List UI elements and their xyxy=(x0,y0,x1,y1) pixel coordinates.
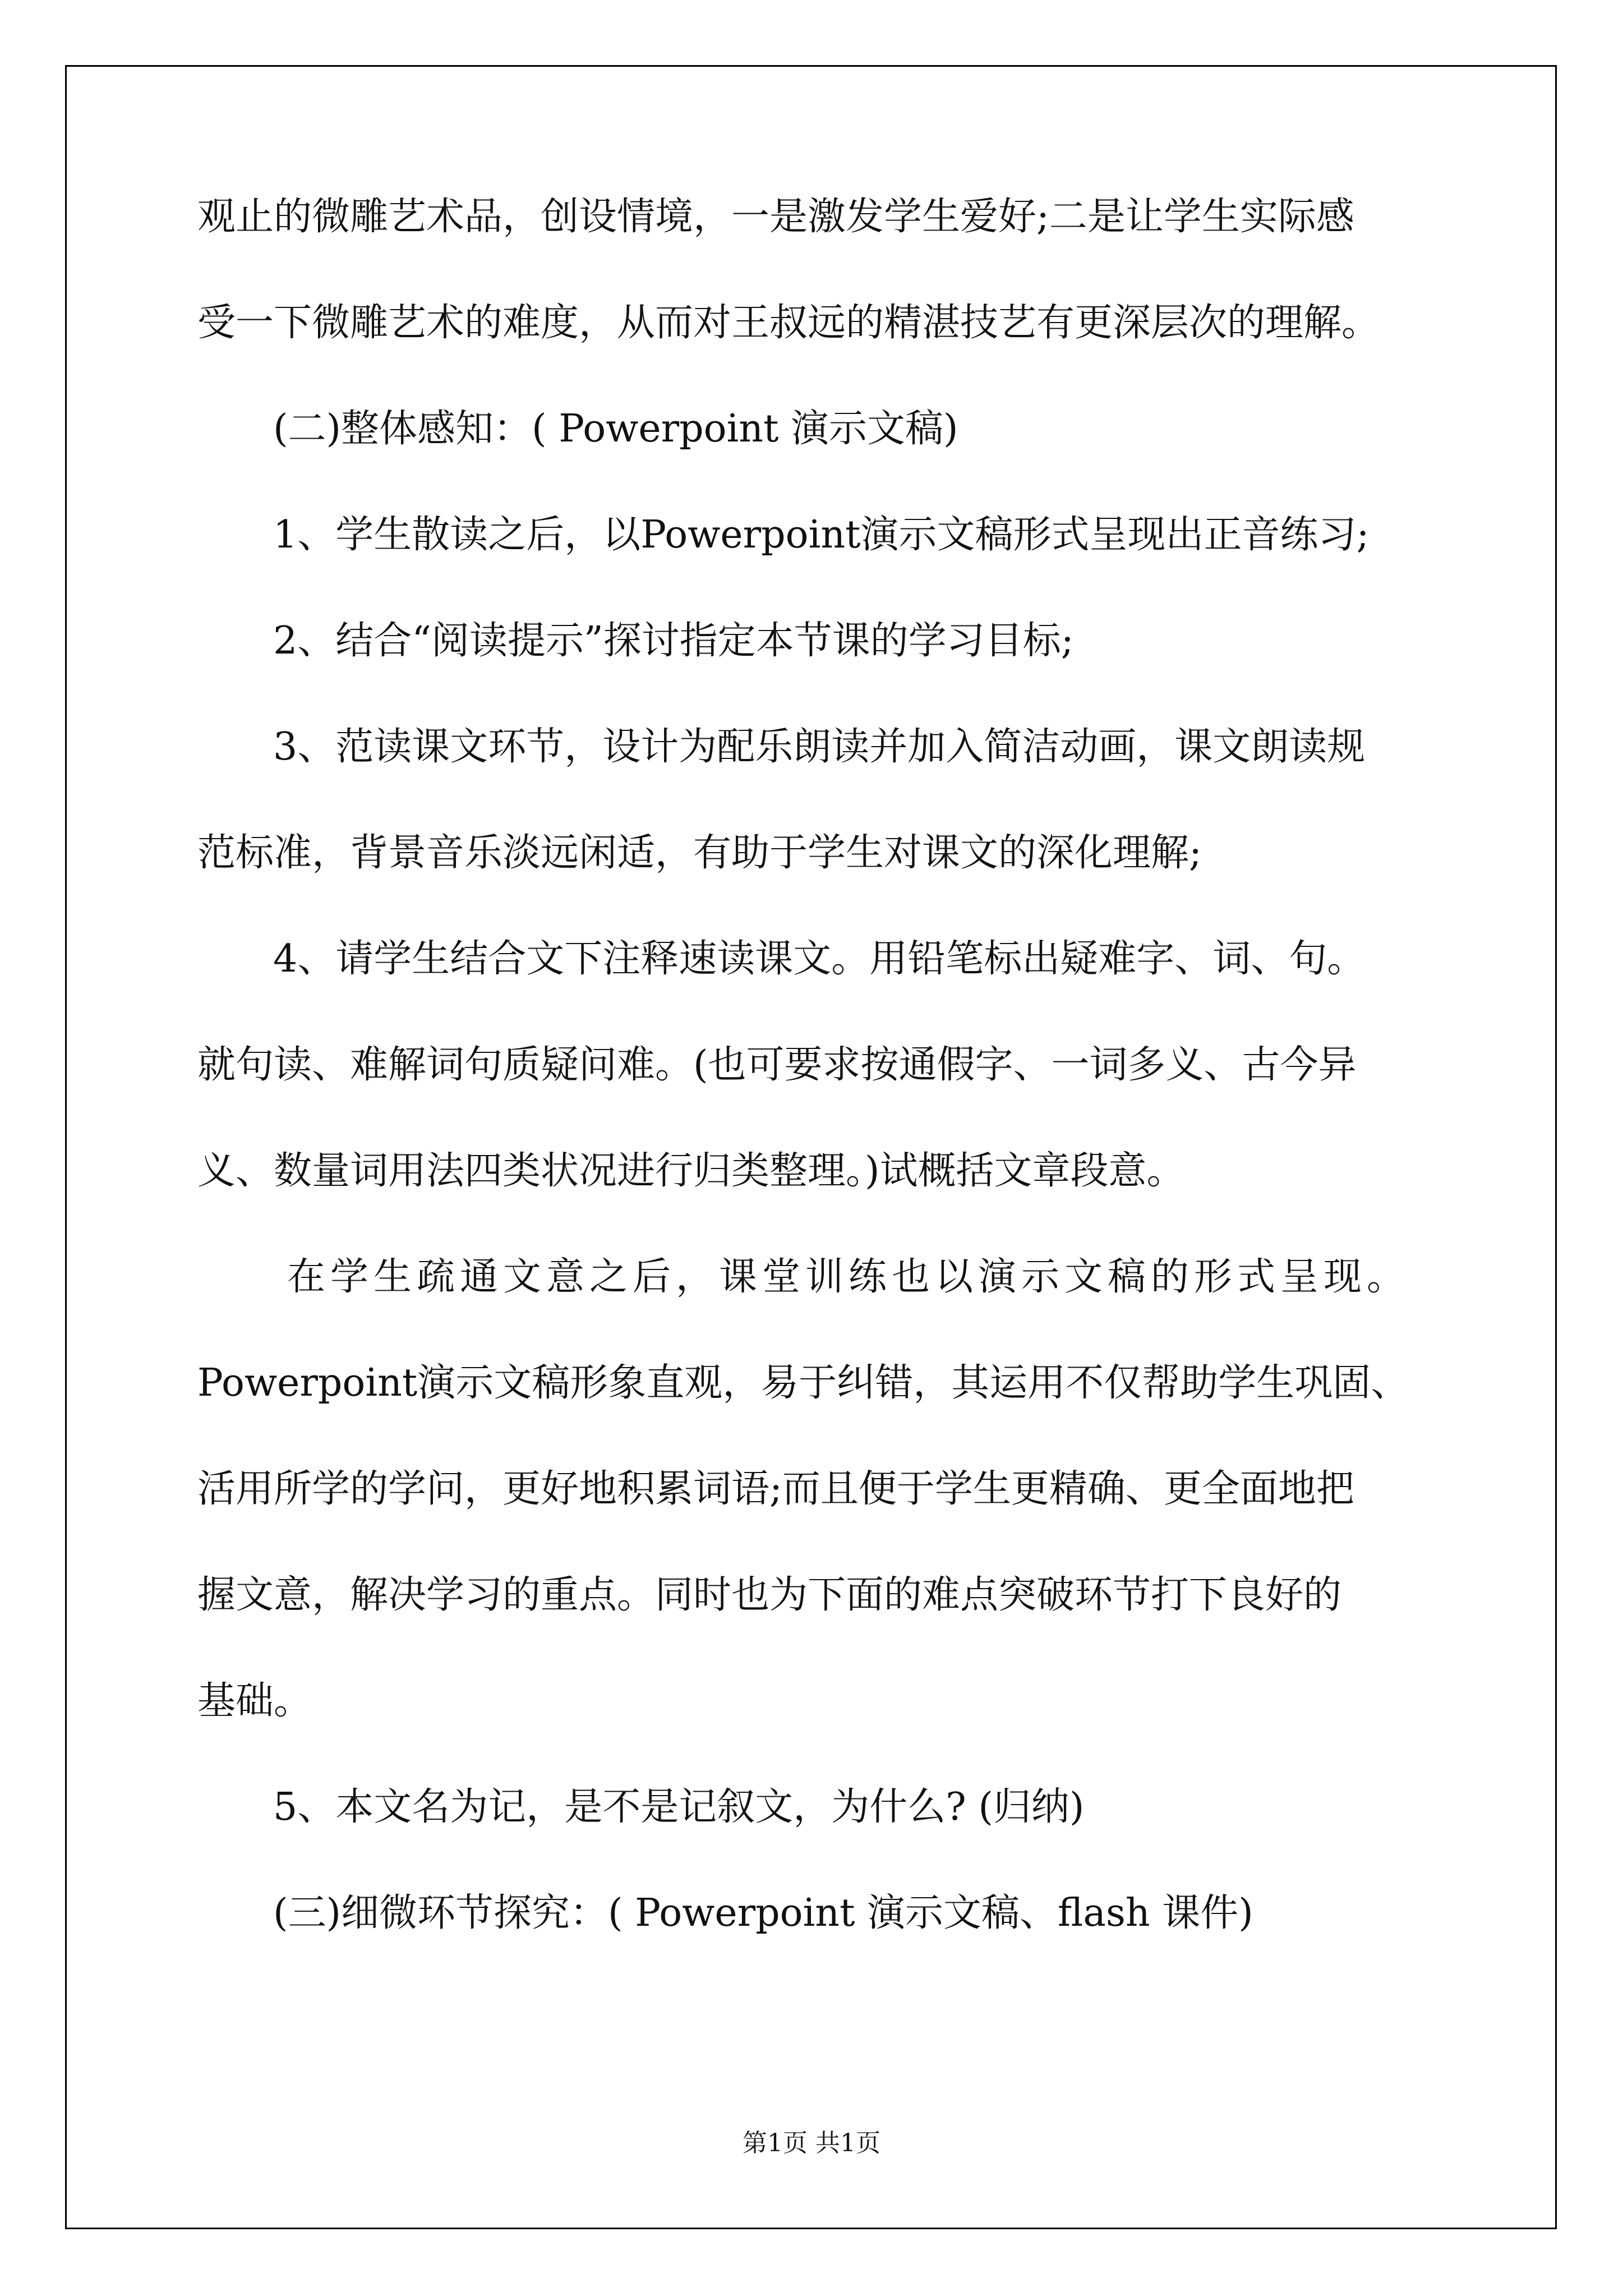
list-item-4: 4、请学生结合文下注释速读课文。用铅笔标出疑难字、词、句。 xyxy=(273,937,1366,981)
page-footer: 第1页 共1页 xyxy=(743,2129,880,2157)
paragraph-classroom-training-cont-3: 握文意，解决学习的重点。同时也为下面的难点突破环节打下良好的 xyxy=(197,1573,1342,1617)
list-item-4-cont-1: 就句读、难解词句质疑问难。(也可要求按通假字、一词多义、古今异 xyxy=(197,1043,1357,1087)
paragraph-line-2: 受一下微雕艺术的难度，从而对王叔远的精湛技艺有更深层次的理解。 xyxy=(197,301,1380,345)
list-item-3: 3、范读课文环节，设计为配乐朗读并加入简洁动画，课文朗读规 xyxy=(273,725,1366,769)
paragraph-classroom-training-cont-2: 活用所学的学问，更好地积累词语;而且便于学生更精确、更全面地把 xyxy=(197,1467,1354,1511)
list-item-4-cont-2: 义、数量词用法四类状况进行归类整理。)试概括文章段意。 xyxy=(197,1149,1185,1193)
section-heading-detail-exploration: (三)细微环节探究：( Powerpoint 演示文稿、flash 课件) xyxy=(273,1891,1253,1935)
section-heading-overall-perception: (二)整体感知：( Powerpoint 演示文稿) xyxy=(273,407,958,451)
list-item-2: 2、结合“阅读提示”探讨指定本节课的学习目标; xyxy=(273,619,1074,663)
paragraph-classroom-training: 在学生疏通文意之后，课堂训练也以演示文稿的形式呈现。 xyxy=(287,1255,1410,1299)
paragraph-classroom-training-cont-1: Powerpoint演示文稿形象直观，易于纠错，其运用不仅帮助学生巩固、 xyxy=(197,1361,1409,1405)
list-item-3-cont: 范标准，背景音乐淡远闲适，有助于学生对课文的深化理解; xyxy=(197,831,1202,875)
paragraph-line-1: 观止的微雕艺术品，创设情境，一是激发学生爱好;二是让学生实际感 xyxy=(197,195,1354,239)
list-item-1: 1、学生散读之后，以Powerpoint演示文稿形式呈现出正音练习; xyxy=(273,513,1370,557)
list-item-5: 5、本文名为记，是不是记叙文，为什么? (归纳) xyxy=(273,1785,1085,1829)
document-body xyxy=(197,191,1431,1940)
paragraph-classroom-training-cont-4: 基础。 xyxy=(197,1679,312,1723)
